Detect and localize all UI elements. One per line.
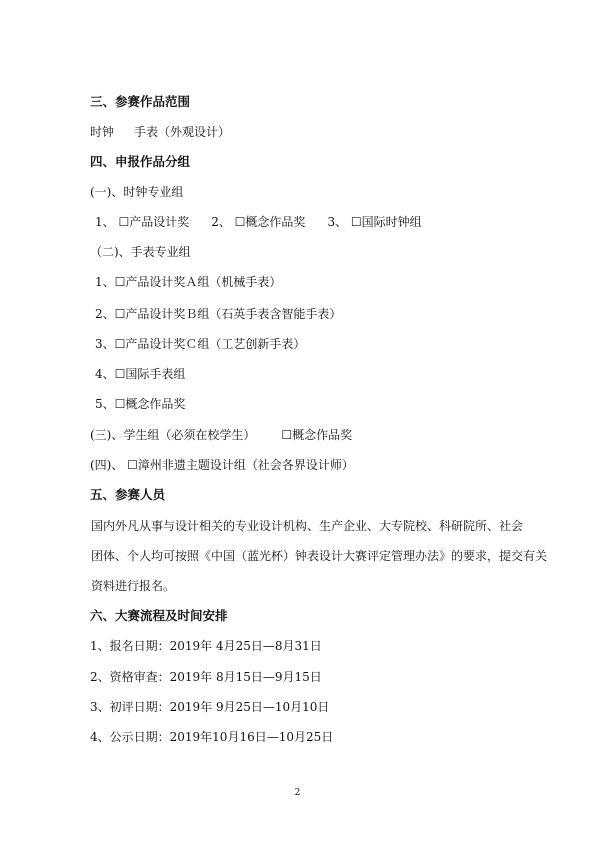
- section5-heading: 五、参赛人员: [90, 487, 166, 502]
- group2-item-4[interactable]: 4、☐国际手表组: [95, 367, 186, 381]
- group2-item-5[interactable]: 5、☐概念作品奖: [95, 397, 186, 411]
- scope-watch: 手表（外观设计）: [134, 125, 231, 139]
- group3-option[interactable]: ☐概念作品奖: [281, 428, 353, 442]
- group3-title: (三)、学生组（必须在校学生）: [90, 428, 256, 442]
- group1-item-1[interactable]: 1、 ☐产品设计奖: [95, 215, 190, 229]
- section6-heading: 六、大赛流程及时间安排: [90, 608, 228, 623]
- schedule-item-1: 1、报名日期：2019年 4月25日—8月31日: [90, 639, 322, 653]
- group2-title: （二)、手表专业组: [90, 245, 191, 259]
- section5-para-line-1: 国内外凡从事与设计相关的专业设计机构、生产企业、大专院校、科研院所、社会: [91, 519, 524, 533]
- group2-item-1[interactable]: 1、☐产品设计奖Ａ组（机械手表）: [95, 275, 282, 289]
- group1-item-3[interactable]: 3、 ☐国际时钟组: [327, 215, 422, 229]
- group3-row: [90, 428, 352, 442]
- section3-heading: 三、参赛作品范围: [90, 94, 191, 109]
- group4-title[interactable]: (四)、 ☐漳州非遗主题设计组（社会各界设计师）: [90, 458, 354, 472]
- section4-heading: 四、申报作品分组: [90, 154, 191, 169]
- group2-item-2[interactable]: 2、☐产品设计奖Ｂ组（石英手表含智能手表）: [95, 307, 342, 321]
- schedule-item-2: 2、资格审查：2019年 8月15日—9月15日: [90, 670, 322, 684]
- section3-scope: [90, 125, 230, 139]
- section5-para-line-3: 资料进行报名。: [91, 579, 176, 593]
- group1-items: [95, 215, 422, 229]
- group1-item-2[interactable]: 2、 ☐概念作品奖: [211, 215, 306, 229]
- schedule-item-3: 3、初评日期：2019年 9月25日—10月10日: [90, 700, 330, 714]
- schedule-item-4: 4、公示日期：2019年10月16日—10月25日: [90, 730, 334, 744]
- scope-clock: 时钟: [90, 125, 115, 139]
- page-number: 2: [294, 788, 301, 798]
- section5-para-line-2: 团体、个人均可按照《中国（蓝光杯）钟表设计大赛评定管理办法》的要求，提交有关: [91, 549, 548, 563]
- group1-title: (一)、时钟专业组: [90, 185, 184, 199]
- group2-item-3[interactable]: 3、☐产品设计奖Ｃ组（工艺创新手表）: [95, 337, 306, 351]
